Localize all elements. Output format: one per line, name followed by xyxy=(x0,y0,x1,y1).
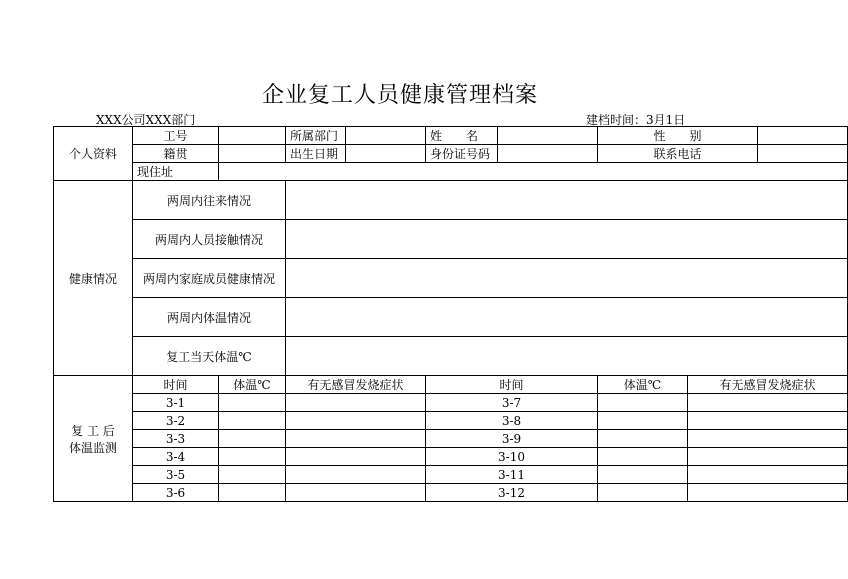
date-cell: 3-3 xyxy=(133,430,219,448)
contacts-label: 两周内人员接触情况 xyxy=(133,220,286,259)
employee-id-label: 工号 xyxy=(133,127,219,145)
symptom-field[interactable] xyxy=(286,430,426,448)
date-cell: 3-5 xyxy=(133,466,219,484)
name-label: 姓 名 xyxy=(426,127,498,145)
symptom-field[interactable] xyxy=(688,448,848,466)
return-day-temp-field[interactable] xyxy=(286,337,848,376)
date-cell: 3-6 xyxy=(133,484,219,502)
date-cell: 3-4 xyxy=(133,448,219,466)
address-field[interactable] xyxy=(219,163,848,181)
temp-field[interactable] xyxy=(598,412,688,430)
symptom-field[interactable] xyxy=(286,412,426,430)
birth-date-label: 出生日期 xyxy=(286,145,346,163)
temp-field[interactable] xyxy=(219,412,286,430)
family-health-field[interactable] xyxy=(286,259,848,298)
temp-field[interactable] xyxy=(219,394,286,412)
table-row xyxy=(54,412,848,430)
date-cell: 3-2 xyxy=(133,412,219,430)
name-field[interactable] xyxy=(498,127,598,145)
creation-date: 建档时间：3月1日 xyxy=(586,113,686,127)
department-label: 所属部门 xyxy=(286,127,346,145)
symptom-field[interactable] xyxy=(688,484,848,502)
contacts-field[interactable] xyxy=(286,220,848,259)
symptom-field[interactable] xyxy=(688,394,848,412)
monitor-header-temp: 体温℃ xyxy=(598,376,688,394)
return-day-temp-label: 复工当天体温℃ xyxy=(133,337,286,376)
table-row xyxy=(54,484,848,502)
personal-section-label: 个人资料 xyxy=(54,127,133,181)
monitor-header-symptom: 有无感冒发烧症状 xyxy=(286,376,426,394)
symptom-field[interactable] xyxy=(286,466,426,484)
travel-label: 两周内往来情况 xyxy=(133,181,286,220)
date-cell: 3-10 xyxy=(426,448,598,466)
temp-field[interactable] xyxy=(598,448,688,466)
gender-label: 性 别 xyxy=(598,127,758,145)
id-number-field[interactable] xyxy=(498,145,598,163)
table-row xyxy=(54,466,848,484)
temperature-history-field[interactable] xyxy=(286,298,848,337)
date-cell: 3-7 xyxy=(426,394,598,412)
monitor-section-label: 复 工 后 体温监测 xyxy=(54,376,133,502)
symptom-field[interactable] xyxy=(688,466,848,484)
department-field[interactable] xyxy=(346,127,426,145)
temp-field[interactable] xyxy=(598,484,688,502)
monitor-header-temp: 体温℃ xyxy=(219,376,286,394)
family-health-label: 两周内家庭成员健康情况 xyxy=(133,259,286,298)
symptom-field[interactable] xyxy=(286,484,426,502)
temp-field[interactable] xyxy=(219,466,286,484)
phone-label: 联系电话 xyxy=(598,145,758,163)
table-row xyxy=(54,430,848,448)
date-cell: 3-1 xyxy=(133,394,219,412)
date-cell: 3-9 xyxy=(426,430,598,448)
temp-field[interactable] xyxy=(598,466,688,484)
monitor-header-time: 时间 xyxy=(133,376,219,394)
symptom-field[interactable] xyxy=(688,412,848,430)
health-record-table xyxy=(53,126,848,502)
gender-field[interactable] xyxy=(758,127,848,145)
page-title: 企业复工人员健康管理档案 xyxy=(261,83,538,108)
symptom-field[interactable] xyxy=(286,394,426,412)
address-label: 现住址 xyxy=(133,163,219,181)
id-number-label: 身份证号码 xyxy=(426,145,498,163)
monitor-header-symptom: 有无感冒发烧症状 xyxy=(688,376,848,394)
date-cell: 3-11 xyxy=(426,466,598,484)
native-place-field[interactable] xyxy=(219,145,286,163)
native-place-label: 籍贯 xyxy=(133,145,219,163)
temp-field[interactable] xyxy=(219,484,286,502)
symptom-field[interactable] xyxy=(286,448,426,466)
birth-date-field[interactable] xyxy=(346,145,426,163)
date-cell: 3-12 xyxy=(426,484,598,502)
temp-field[interactable] xyxy=(598,394,688,412)
monitor-header-time: 时间 xyxy=(426,376,598,394)
health-section-label: 健康情况 xyxy=(54,181,133,376)
travel-field[interactable] xyxy=(286,181,848,220)
table-row xyxy=(54,394,848,412)
temp-field[interactable] xyxy=(598,430,688,448)
phone-field[interactable] xyxy=(758,145,848,163)
temp-field[interactable] xyxy=(219,448,286,466)
employee-id-field[interactable] xyxy=(219,127,286,145)
symptom-field[interactable] xyxy=(688,430,848,448)
date-cell: 3-8 xyxy=(426,412,598,430)
temp-field[interactable] xyxy=(219,430,286,448)
table-row xyxy=(54,448,848,466)
temperature-history-label: 两周内体温情况 xyxy=(133,298,286,337)
company-department: XXX公司XXX部门 xyxy=(96,113,196,127)
